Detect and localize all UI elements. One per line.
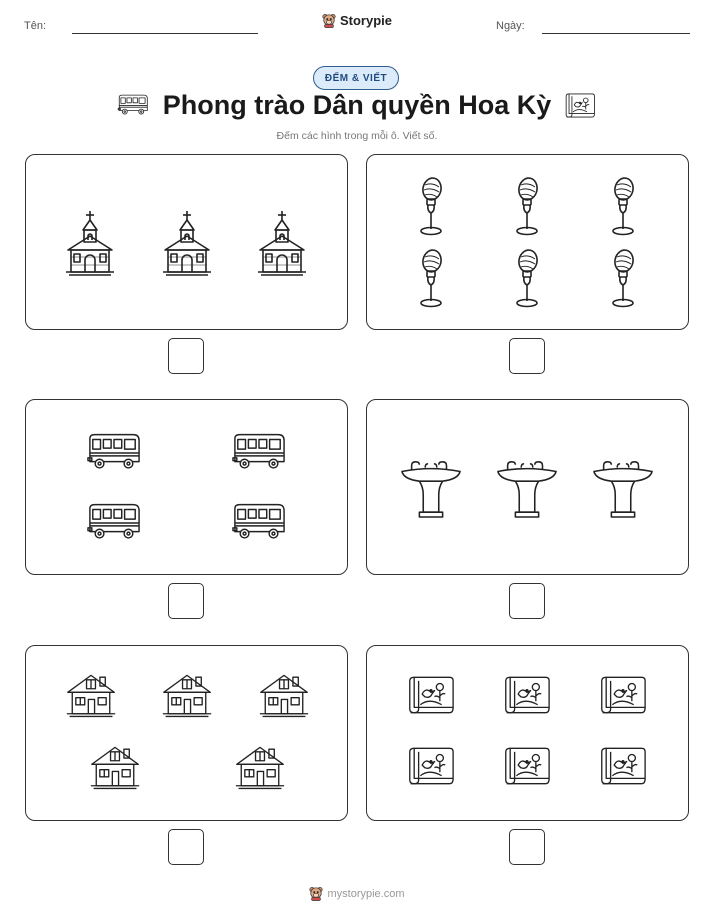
house-icon xyxy=(235,743,285,791)
church-icon xyxy=(65,210,115,276)
scroll-map-icon xyxy=(600,674,646,716)
bear-mascot-icon xyxy=(309,886,323,901)
answer-box-1[interactable] xyxy=(168,338,204,374)
house-icon xyxy=(90,743,140,791)
name-line[interactable] xyxy=(72,33,258,34)
house-icon xyxy=(259,671,309,719)
bus-icon xyxy=(232,502,286,542)
scroll-map-icon xyxy=(408,745,454,787)
brand-name: Storypie xyxy=(339,13,392,28)
microphone-icon xyxy=(512,177,542,237)
date-line[interactable] xyxy=(542,33,690,34)
bus-icon xyxy=(232,432,286,472)
scroll-map-icon xyxy=(504,674,550,716)
water-fountain-icon xyxy=(400,456,462,518)
church-icon xyxy=(257,210,307,276)
answer-box-5[interactable] xyxy=(168,829,204,865)
counting-panel-3 xyxy=(25,399,348,575)
answer-box-4[interactable] xyxy=(509,583,545,619)
bear-mascot-icon xyxy=(322,13,336,28)
scroll-map-icon xyxy=(408,674,454,716)
counting-panel-5 xyxy=(25,645,348,821)
water-fountain-icon xyxy=(496,456,558,518)
counting-panel-6 xyxy=(366,645,689,821)
scroll-map-icon xyxy=(504,745,550,787)
footer xyxy=(0,886,714,901)
church-icon xyxy=(162,210,212,276)
activity-badge: ĐẾM & VIẾT xyxy=(313,66,399,90)
page-title: Phong trào Dân quyền Hoa Kỳ xyxy=(162,90,552,120)
answer-box-6[interactable] xyxy=(509,829,545,865)
counting-panel-4 xyxy=(366,399,689,575)
house-icon xyxy=(162,671,212,719)
answer-box-2[interactable] xyxy=(509,338,545,374)
bus-icon xyxy=(87,432,141,472)
microphone-icon xyxy=(608,177,638,237)
counting-panel-2 xyxy=(366,154,689,330)
scroll-map-icon xyxy=(600,745,646,787)
microphone-icon xyxy=(416,177,446,237)
brand-logo xyxy=(0,13,714,28)
microphone-icon xyxy=(416,249,446,309)
date-label: Ngày: xyxy=(496,20,525,32)
answer-box-3[interactable] xyxy=(168,583,204,619)
scroll-map-icon xyxy=(565,92,595,119)
footer-url[interactable]: mystorypie.com xyxy=(327,887,405,900)
instructions: Đếm các hình trong mỗi ô. Viết số. xyxy=(276,130,438,142)
microphone-icon xyxy=(512,249,542,309)
water-fountain-icon xyxy=(592,456,654,518)
house-icon xyxy=(66,671,116,719)
bus-icon xyxy=(87,502,141,542)
name-label: Tên: xyxy=(24,20,47,32)
counting-panel-1 xyxy=(25,154,348,330)
microphone-icon xyxy=(608,249,638,309)
